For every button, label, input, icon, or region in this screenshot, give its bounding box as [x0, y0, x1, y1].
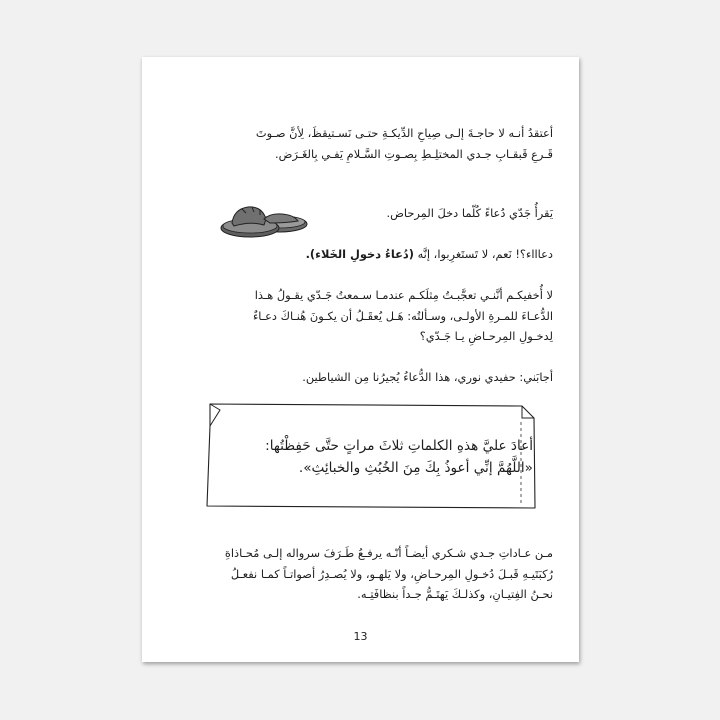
paragraph-2	[168, 203, 553, 224]
paragraph-6-line-1: مـن عـاداتِ جـدي شـكري أيضـاً أنّـه يرفـعُ طَـرَفَ سرواله إلـى مُحـاذاةِ	[224, 546, 553, 560]
paragraph-4-line-3: لِدخـولِ المِرحـاضِ يـا جَـدّي؟	[419, 329, 553, 343]
paragraph-6-line-2: رُكبَتَيـهِ قَبـلَ دُخـولِ المِرحـاضِ، ولا يَلهـو، ولا يُصـدِرُ أصواتـاً كمـا نفعـلُ	[230, 566, 553, 581]
paragraph-4	[168, 285, 553, 347]
paragraph-1-line-1: أعتقدُ أنـه لا حاجـةَ إلـى صِياحِ الدِّيكـةِ حتـى نَسـتيقظَ، لِأنَّ صـوتَ	[255, 126, 553, 140]
paragraph-3-text: دعاااء؟! نَعم، لا تَستَغرِبوا، إنَّه	[413, 247, 553, 261]
paragraph-6	[168, 543, 553, 605]
paragraph-4-line-2: الدُّعـاءَ للمـرةِ الأولـى، وسـألتُه: هَـل يُعقَـلُ أن يكـونَ هُنـاكَ دعـاءٌ	[252, 308, 553, 323]
paragraph-3-bold-text: (دُعاءُ دخولِ الخَلاء).	[305, 247, 414, 261]
paragraph-1-line-2: قَـرعِ قَبقـابِ جـدي المختلِـطِ بِصـوتِ السَّـلامِ يَفـي بِالغَـرَض.	[275, 146, 553, 161]
paragraph-5	[168, 367, 553, 388]
book-page	[142, 57, 579, 662]
paragraph-1	[168, 123, 553, 164]
page-number: 13	[353, 630, 368, 643]
paragraph-3-line-1	[168, 244, 553, 265]
paragraph-6-line-3: نحـنُ الفِتيـانِ، وكذلـكَ يَهتَـمُّ جـداً بنظافَتِـه.	[357, 587, 553, 601]
paragraph-5-line-1: أجابَني: حفيدي نوري، هذا الدُّعاءُ يُجيرُنا مِن الشياطين.	[302, 370, 553, 384]
quote-box-line-2: «اللَّهُمَّ إنِّي أعوذُ بِكَ مِنَ الخُبُثِ والخبائِثِ».	[298, 460, 533, 476]
paragraph-2-line-1: يَقرأُ جَدّي دُعاءً كُلّما دخلَ المِرحاض.	[386, 206, 553, 220]
paragraph-3	[168, 244, 553, 265]
paragraph-4-line-1: لا أُخفيكـم أنَّنـي تعجَّبـتُ مِثلَكـم عندمـا سـمعتُ جَـدّي يقـولُ هـذا	[254, 288, 553, 302]
quote-box-text	[265, 435, 533, 479]
quote-box-line-1: أعادَ عليَّ هذهِ الكلماتِ ثلاثَ مراتٍ حتَّى حَفِظْتُها:	[265, 438, 533, 454]
